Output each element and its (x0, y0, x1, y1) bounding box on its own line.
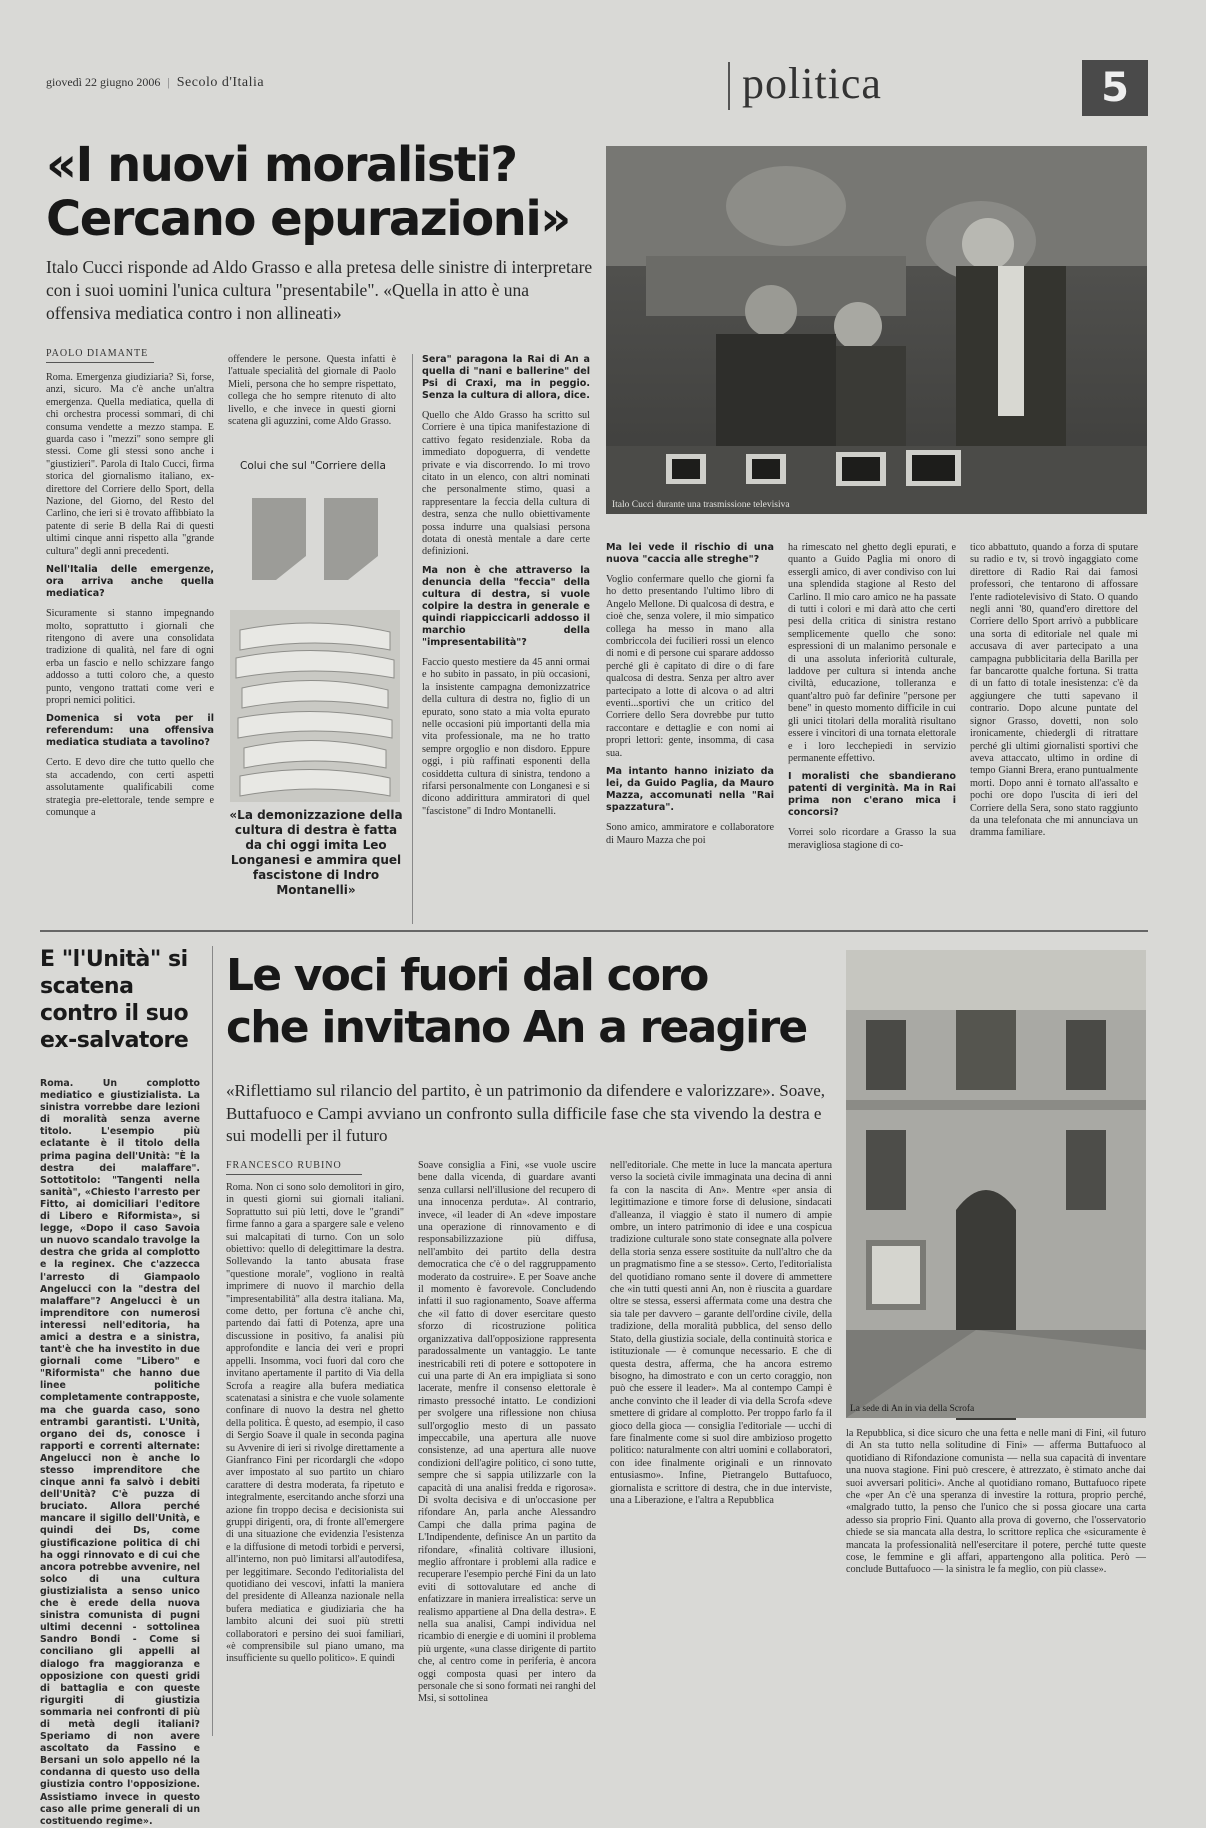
paragraph: Vorrei solo ricordare a Grasso la sua meravigliosa stagione di co- (788, 827, 956, 851)
column-2-lead: Colui che sul "Corriere della (240, 460, 386, 472)
page-number: 5 (1082, 60, 1148, 116)
article1-column-2 (228, 354, 396, 449)
header-divider (728, 62, 730, 110)
paragraph: Quello che Aldo Grasso ha scritto sul Corriere è una tipica manifestazione di cattivo fegato residenziale. Roba da immediato dopoguerra, di vendette private e via discorrendo. Io mi trovo citato in un elenco, con altri nominati che personalmente stimo, quasi a rappresentare la feccia della cultura di destra, senza che nullo obiettivamente possa indurre una qualsiasi persona dotata di onestà mentale a dare certe definizioni. (422, 410, 590, 558)
article1-photo-caption: Italo Cucci durante una trasmissione televisiva (612, 500, 790, 510)
headline-line2: che invitano An a reagire (226, 1002, 807, 1053)
question: Ma intanto hanno iniziato da lei, da Guido Paglia, da Mauro Mazza, accomunati nella "Rai spazzatura". (606, 766, 774, 814)
paragraph: Soave consiglia a Fini, «se vuole uscire bene dalla vicenda, di guardare avanti senza cullarsi nell'illusione del recupero di una innocenza perduta». Al contrario, invece, «il leader di An «deve impostare una operazione di rinnovamento e di responsabilizzazione più diffusa, nell'ambito dei partito della destra democratica che c'è o del raggruppamento moderato da costruire». E per Soave anche il momento è favorevole. Concludendo infatti il suo ragionamento, Soave afferma che «il fatto di dover esercitare questo sforzo di ricostruzione politica organizzativa dall'opposizione rappresenta paradossalmente un vantaggio. Le tante inestricabili reti di potere e sottopotere in cui una parte di An era impigliata si sono lacerate, menfre il consenso elettorale è rimasto pressoché intatto. Le condizioni per svolgere una riflessione non chiusa sull'orgoglio mesto di un passato impeccabile, una apertura alle nuove consistenze, ad una apertura alle nuove condizioni dell'agire politico, ci sono tutte, sempre che si sappia utilizzarle con la capacità di una analisi fredda e rigorosa». Di svolta decisiva e di un'occasione per rifondare An, parla anche Alessandro Campi che dalla prima pagina de L'Indipendente, definisce An un partito da rifondare, «finalità coltivare illusioni, meglio affrontare i problemi alla radice e recuperare l'esempio perché Fini da un lato eviti di sottovalutare ed anche di enfatizzare in maniera irrealistica: serve un realismo appartiene al Dna della destra». E nella sua analisi, Campi individua nel ricambio di energie e di uomini il problema più urgente, «una classe dirigente di partito che, al centro come in periferia, è ancora oggi composta quasi per intero da personale che si sono formati nei ranghi del Msi, si sottolinea (418, 1160, 596, 1705)
newspapers-stack-image (230, 610, 400, 802)
headline-line1: «I nuovi moralisti? (46, 137, 517, 193)
column-rule (412, 354, 413, 924)
page-date: giovedì 22 giugno 2006 | Secolo d'Italia (46, 75, 265, 90)
paragraph: Voglio confermare quello che giorni fa ho detto presentando l'ultimo libro di Angelo Mellone. Di qualcosa di destra, e cioè che, senza volere, il mio simpatico collega ha messo in mano alla combriccola dei fucilieri rossi un elenco di nomi e di persone cui sparare addosso perché gli è capitato di dire o di fare qualcosa di destra. Senza per altro aver partecipato a lotte di alcova o ad altri eventi...sportivi che un critico del Corriere dello Sera dovrebbe pur tutto raccontare e dettaglie e con nomi ai propri lettori: gente, insomma, di casa sua. (606, 574, 774, 759)
paragraph: ha rimescato nel ghetto degli epurati, e quanto a Guido Paglia mi onoro di essergli amico, di aver condiviso con lui una splendida stagione al Resto del Carlino. Il mio caro amico ne ha passate di tutti i colori e mi darà atto che certi pesi della critica di sinistra restano semplicemente quello che sono: espressioni di un malanimo personale e di una assoluta inferiorità culturale, laddove per cultura si intenda anche civiltà, educazione, tolleranza e quant'altro può far definire "persone per bene" in questo momento difficile in cui gli unici titolari della moralità risultano essere i vincitori di una tornata elettorale e i loro lecchepiedi in servizio permanente effettivo. (788, 542, 956, 764)
article2-headline (226, 950, 826, 1054)
paragraph: la Repubblica, si dice sicuro che una fetta e nelle mani di Fini, «il futuro di An sta tutto nella solitudine di Fini» — afferma Buttafuoco al quotidiano di Rifondazione comunista — nella sua capacità di inventare una nuova stagione. Fini può crescere, è attrezzato, è stimato anche dai suoi avversari politici». Anche al quotidiano romano, Buttafuoco ripete che «per An c'è una speranza di investire la rottura, proprio perché, «malgrado tutto, la penso che l'unico che si possa giocare una carta adesso sia proprio Fini. Quanto alla prova di governo, che l'osservatorio chiede se sia mancata alla destra, lo scrittore replica che «sicuramente è mancata la professionalità nell'esercitare il potere, perché tutte queste cose, le femmine e gli affari, appartengono alla politica. Però — conclude Buttafuoco — la sinistra le fa meglio, con più classe». (846, 1428, 1146, 1576)
pull-quote: «La demonizzazione della cultura di destra è fatta da chi oggi imita Leo Longanesi e ammira quel fascistone di Indro Montanelli» (229, 808, 403, 897)
paragraph: nell'editoriale. Che mette in luce la mancata apertura verso la società civile immaginata una decina di anni fa con la nascita di An». Mentre «per ansia di legittimazione e timore forse di delusione, sindacati d'alleanza, il viaggio è stato il numero di ampie ombre, un intero patrimonio di idee e una cospicua tradizione culturale sono state consegnate alla polvere della storia senza essere sostituite da null'altro che da un pragmatismo fine a se stesso». Certo, l'editorialista del quotidiano romano sente il dovere di ammettere che «in tutti questi anni An, non è riuscita a guardare oltre se stessa, essersi affermata come una destra che sia tale per davvero – garante dell'ordine civile, della tradizione, della moralità pubblica, del senso dello Stato, della giustizia sociale, della continuità storica e istituzionale — è comunque necessario. E che di questa destra, afferma, che ha ancora estremo bisogno, ha dimostrato e con un certo coraggio, non può che essere il leader». Ma al contempo Campi è anche convinto che il leader di via della Scrofa «deve smettere di gridare al complotto. Per troppo farlo fa il gioco della gioca — consiglia l'editoriale — ucchi di fare finalmente come si suol dire ambizioso progetto politico: naturalmente con altri uomini e collaboratori, con idee finalmente originali e un rinnovato entusiasmo». Infine, Pietrangelo Buttafuoco, giornalista e scrittore di destra, che in due interviste, una a Liberazione, e l'altra a Repubblica (610, 1160, 832, 1506)
newspaper-name: Secolo d'Italia (176, 75, 265, 90)
article2-photo (846, 950, 1146, 1418)
column-rule (212, 946, 213, 1736)
article1-column-1 (46, 372, 214, 924)
date: giovedì 22 giugno 2006 (46, 75, 161, 89)
headline-line2: Cercano epurazioni» (46, 191, 570, 247)
article1-column-5 (788, 542, 956, 924)
article1-column-4 (606, 542, 774, 924)
question: Ma non è che attraverso la denuncia della "feccia" della cultura di destra, si vuole colpire la destra in generale e quindi riappiccicarli addosso il marchio della "impresentabilità"? (422, 564, 590, 648)
article2-photo-caption: La sede di An in via della Scrofa (850, 1404, 975, 1414)
article1-byline: PAOLO DIAMANTE (46, 348, 149, 359)
paragraph: offendere le persone. Questa infatti è l'attuale specialità del giornale di Paolo Mieli, persona che ho sempre rispettato, collega che ho sempre ritenuto di alto livello, e che invece in questi giorni scatena gli aguzzini, come Aldo Grasso. (228, 354, 396, 428)
question: Ma lei vede il rischio di una nuova "caccia alle streghe"? (606, 542, 774, 565)
quote-glyph-icon (248, 496, 398, 582)
newspaper-stack-icon (230, 610, 400, 802)
article1-photo (606, 146, 1147, 514)
article2-column-3 (610, 1160, 832, 1738)
paragraph: Roma. Emergenza giudiziaria? Sì, forse, anzi, sicuro. Ma c'è anche un'altra emergenza. Quella mediatica, quella di chi orchestra processi sommari, di chi consuma vendette a mezzo stampa. E guarda caso i "mezzi" sono sempre gli stessi. Come gli stessi sono anche i "giustizieri". Parola di Italo Cucci, firma storica del giornalismo italiano, ex-direttore del Corriere dello Sport, della Nazione, del Giorno, del Resto del Carlino, che ieri si è trovato affibbiato la patente di serie B della Rai di questi ultimi cinque anni rispetto alla "grande cultura" degli anni precedenti. (46, 372, 214, 557)
section-divider (40, 930, 1148, 932)
paragraph: Faccio questo mestiere da 45 anni ormai e ho subito in passato, in più occasioni, la insistente campagna demonizzatrice della cultura di destra no, figlio di un epurato, sono stato a mia volta epurato nelle occasioni più importanti della mia vita professionale, ma ne ho tratto sempre orgoglio e non disdoro. Eppure oggi, i più raffinati esponenti della cosiddetta cultura di sinistra, tendono a rifarsi personalmente con Longanesi e si dicono addirittura ammiratori di quel "fascistone" di Indro Montanelli. (422, 656, 590, 817)
paragraph: Certo. E devo dire che tutto quello che sta accadendo, con certi aspetti assolutamente qualificabili come strategia pre-elettorale, tende sempre e comunque a (46, 757, 214, 818)
article2-column-1 (226, 1182, 404, 1738)
paragraph: tico abbattuto, quando a forza di sputare su radio e tv, si trovò ingaggiato come direttore di Radio Rai dai famosi professori, che tentarono di affossare l'ente radiotelevisivo di Stato. O quando negli anni '80, quand'ero direttore del Corriere dello Sport arrivò a pubblicare una sorta di editoriale nel quale mi accusava di aver partecipato a una campagna pubblicitaria della Barilla per far bancarotte qualche fortuna. Si tratta di un fatto di totale inesistenza: c'è da aggiungere che tutti sapevano il contrario. Dopo alcune puntate del signor Grasso, dovetti, non solo ironicamente, chiedergli di ritrattare perché gli ultimi giornalisti sportivi che aveva attaccato, ultimo in ordine di tempo Gianni Brera, erano puntualmente morti. Dopo anni è tornato all'assalto e pochi ore dopo l'uscita di ieri del Corriere della Sera, sono stato raggiunto da una telefonata che mi annunciava un dramma familiare. (970, 542, 1138, 839)
article1-headline (46, 138, 606, 246)
section-title: politica (742, 59, 882, 108)
paragraph: Roma. Non ci sono solo demolitori in giro, in questi giorni sui giornali italiani. Soprattutto sui più letti, dove le "grandi" firme fanno a gara a spargere sale e veleno sui malcapitati di turno. Con un solo obiettivo: quello di delegittimare la destra. Sollevando la tanto abusata frase "questione morale", vogliono in realtà imprimere di nuovo il marchio della "impresentabilità" alla destra italiana. Ma, come detto, per fortuna c'è anche chi, partendo dai fatti di Potenza, apre una discussione in positivo, fa analisi più approfondite e lancia dei veri e propri appelli. Insomma, voci fuori dal coro che invitano apertamente il partito di Via della Scrofa a reagire alla bufera mediatica scatenatasi a sinistra e che vuole solamente confinare di nuovo la destra nel ghetto della politica. È questo, ad esempio, il caso di Sergio Soave il quale in seconda pagina su Avvenire di ieri si rivolge direttamente a Gianfranco Fini per ricordargli che «dopo aver impostato al suo partito un chiaro carattere di destra moderata, fa ripetuto e integralmente, esercitando anche sforzi una azione fin troppo decisa e decisionista sui gruppi dirigenti, ora, di fronte all'emergere di una situazione che evidenzia l'esistenza e la diffusione di metodi torbidi e perversi, all'interno, non può limitarsi all'autodifesa, per leggitimare. Secondo l'editorialista del quotidiano dei vescovi, infatti la maniera del presidente di Alleanza nazionale nella bufera mediatica e giudiziaria che ha lambito alcuni dei suoi più stretti collaboratori e persino dei suoi familiari, «è comprensibile sul piano umano, ma insufficiente su quello politico». E quindi (226, 1182, 404, 1665)
article2-byline: FRANCESCO RUBINO (226, 1160, 342, 1171)
article2-column-4 (846, 1428, 1146, 1738)
article1-deck: Italo Cucci risponde ad Aldo Grasso e alla pretesa delle sinistre di interpretare con i suoi uomini l'unica cultura "presentabile". «Quella in atto è una offensiva mediatica contro i non allineati» (46, 257, 593, 323)
decorative-quote-marks (248, 496, 398, 582)
byline-rule (226, 1174, 362, 1175)
paragraph: Sicuramente si stanno impegnando molto, soprattutto i giornali che ritengono di avere una consolidata tradizione di qualità, nel fare di ogni erba un fascio e nello schizzare fango addosso a tutti coloro che, a questo punto, vengono trattati come veri e propri nemici politici. (46, 608, 214, 706)
tv-studio-image (606, 146, 1147, 514)
article1-column-6 (970, 542, 1138, 924)
question: Nell'Italia delle emergenze, ora arriva anche quella mediatica? (46, 564, 214, 600)
article2-deck: «Riflettiamo sul rilancio del partito, è un patrimonio da difendere e valorizzare». Soave, Buttafuoco e Campi avviano un confronto sulla difficile fase che sta vivendo la destra e sui modelli per il futuro (226, 1081, 826, 1145)
headline-line1: Le voci fuori dal coro (226, 950, 708, 1001)
byline-rule (46, 362, 154, 363)
article2-column-2 (418, 1160, 596, 1738)
question: Sera" paragona la Rai di An a quella di "nani e ballerine" del Psi di Craxi, ma in peggio. Senza la cultura di allora, dice. (422, 354, 590, 401)
paragraph: Sono amico, ammiratore e collaboratore di Mauro Mazza che poi (606, 822, 774, 846)
building-facade-image (846, 950, 1146, 1418)
sidebar-text: Roma. Un complotto mediatico e giustizialista. La sinistra vorrebbe dare lezioni di moralità senza averne titolo. L'esempio più eclatante è il titolo della prima pagina dell'Unità: "È la destra dei malaffare". Sottotitolo: "Tangenti nella sanità", «Chiesto l'arresto per Fitto, ai domiciliari l'editore di Libero e Riformista», si legge, «Dopo il caso Savoia un nuovo scandalo travolge la destra che grida al complotto e la reginex. Che c'azzecca l'arresto di Giampaolo Angelucci con la "destra del malaffare"? Angelucci è un imprenditore con numerosi interessi nell'editoria, ha amici a destra e a sinistra, tant'è che ha investito in due giornali come "Libero" e "Riformista" che hanno due linee politiche completamente contrapposte, ma che guarda caso, sono entrambi garantisti. L'Unità, organo dei ds, conosce i rapporti e correnti alternate: Angelucci non è anche lo stesso imprenditore che cinque anni fa salvò i debiti dell'Unità? C'è puzza di bruciato. Allora perché mancare il sigillo dell'Unità, e quindi dei Ds, come giustificazione politica di chi ha oggi rinnovato e di cui che ancora potrebbe avvenire, nel solco di una cultura giustizialista a senso unico che è erede della nuova sinistra comunista di pugni ultimi decenni - sottolinea Sandro Bondi - Come si conciliano gli appelli al dialogo fra maggioranza e opposizione con questi gridi di battaglia e con queste rigurgiti di giustizia sommaria nei confronti di più di metà degli italiani? Speriamo di non avere ascoltato da Fassino e Bersani un solo appello né la condanna di questo uso della giustizia contro l'opposizione. Assistiamo invece in questo caso alle prime generali di un costituendo regime». (40, 1078, 200, 1827)
sidebar-headline: E "l'Unità" si scatena contro il suo ex-salvatore (40, 947, 189, 1053)
question: I moralisti che sbandierano patenti di verginità. Ma in Rai prima non c'erano mica i concorsi? (788, 771, 956, 819)
article1-column-3 (422, 354, 590, 924)
question: Domenica si vota per il referendum: una offensiva mediatica studiata a tavolino? (46, 713, 214, 749)
